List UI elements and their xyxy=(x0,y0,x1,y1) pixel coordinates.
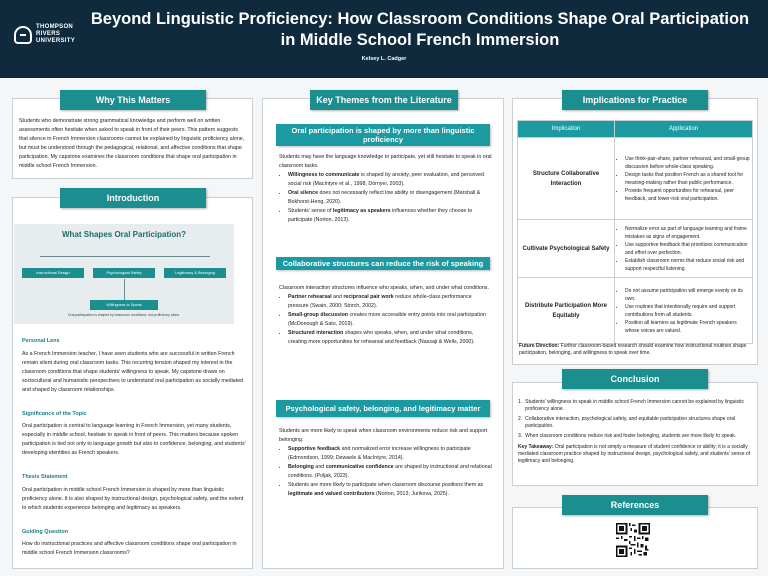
table-row xyxy=(518,278,753,344)
bullet-text: Students' sense of xyxy=(288,208,333,214)
list-item: • Establish classroom norms that reduce social risk and support respectful listening. xyxy=(625,257,750,273)
intro-heading: Introduction xyxy=(60,188,206,208)
list-item xyxy=(288,311,493,329)
poster-author: Kelsey L. Cadger xyxy=(361,56,407,62)
table-header-cell: Implication xyxy=(518,121,615,138)
bullet-text: and normalized error increase willingness to participate (Edmondson, 1999; Dewaele & MacIntyre, 2014). xyxy=(288,446,471,461)
key-takeaway-label: Key Takeaway: xyxy=(518,444,554,450)
list-item xyxy=(288,445,493,463)
theme-2-body xyxy=(279,284,493,347)
key-takeaway-text: Oral participation is not simply a measure of student confidence or ability; it is a socially mediated classroom practice shaped by instructional design, psychological safety, and students' sense of legitimacy and belonging. xyxy=(518,444,751,464)
table-row xyxy=(518,138,753,220)
list-item xyxy=(288,207,493,225)
future-direction xyxy=(519,343,755,357)
figure-chip: Instructional Design xyxy=(22,268,84,278)
logo-line: RIVERS xyxy=(36,31,61,37)
personal-lens-heading: Personal Lens xyxy=(22,338,60,344)
table-row-heading: Cultivate Psychological Safety xyxy=(518,220,615,278)
bullet-bold: reciprocal pair work xyxy=(343,294,394,300)
conclusion-item-text: Collaborative interaction, psychological safety, and equitable participation structures shape oral participation. xyxy=(525,416,736,429)
theme-1-heading: Oral participation is shaped by more than linguistic proficiency xyxy=(276,124,490,146)
bullet-bold: Small-group discussion xyxy=(288,312,349,318)
theme-3-list xyxy=(279,445,493,499)
bullet-bold: Supportive feedback xyxy=(288,446,341,452)
conclusion-body xyxy=(518,399,752,465)
bullet-text: shapes who speaks, when, and under what conditions, creating more opportunities for rehearsal and feedback (Nassaji & Wells, 2000). xyxy=(288,330,475,345)
bullet-text: Students are more likely to participate when classroom discourse positions them as xyxy=(288,482,484,488)
bullet-bold: legitimacy as speakers xyxy=(332,208,391,214)
theme-1-body xyxy=(279,153,493,225)
theme-3-body xyxy=(279,427,493,499)
bullet-text: creates more accessible entry points into oral participation (McDonough & Sato, 2019). xyxy=(288,312,486,327)
table-row-heading: Distribute Participation More Equitably xyxy=(518,278,615,344)
bullet-bold: communicative confidence xyxy=(325,464,394,470)
key-takeaway xyxy=(518,444,752,465)
significance-heading: Significance of the Topic xyxy=(22,411,87,417)
future-direction-label: Future Direction: xyxy=(519,343,560,349)
bullet-text: is shaped by anxiety, peer evaluation, and perceived social risk (MacIntyre et al., 1998; Dörnyei, 2003). xyxy=(288,172,484,187)
why-text: Students who demonstrate strong grammatical knowledge and perform well on written assessments often hesitate when asked to speak in front of their peers. This pattern suggests that silence in French Immersion classrooms cannot be explained by linguistic proficiency alone, but must be understood through the pedagogical, relational, and affective conditions that shape participation. My capstone examines the classroom conditions that shape oral participation in middle school French Immersion. xyxy=(19,118,245,169)
theme-1-list xyxy=(279,171,493,225)
conclusion-item-text: Students' willingness to speak in middle school French Immersion cannot be explained by linguistic proficiency alone. xyxy=(525,399,745,412)
list-item xyxy=(288,329,493,347)
guiding-question-heading: Guiding Question xyxy=(22,529,69,535)
figure-connector xyxy=(40,256,210,257)
figure-result: Willingness to Speak xyxy=(90,300,158,310)
theme-2-list xyxy=(279,293,493,347)
logo-line: UNIVERSITY xyxy=(36,38,76,44)
list-item xyxy=(288,293,493,311)
thesis-text: Oral participation in middle school French Immersion is shaped by more than linguistic proficiency alone. It is also shaped by instructional design, psychological safety, and the extent to which students experience belonging and legitimacy as speakers. xyxy=(22,487,244,511)
personal-lens-text: As a French Immersion teacher, I have seen students who are successful in written French remain silent during oral classroom tasks. This recurring tension shaped my interest in the classroom conditions that shape students' willingness to speak. My capstone draws on sociocultural and humanistic perspectives to understand oral participation as socially mediated and shaped by classroom relationships. xyxy=(22,351,244,393)
list-item xyxy=(288,463,493,481)
list-item: • Use routines that intentionally require and support contributions from all students. xyxy=(625,303,750,319)
list-item: • Normalize error as part of language learning and frame mistakes as signs of engagement. xyxy=(625,225,750,241)
qr-code-icon[interactable] xyxy=(616,523,650,557)
list-item: • Provide frequent opportunities for rehearsal, peer feedback, and lower-risk oral participation. xyxy=(625,187,750,203)
themes-heading: Key Themes from the Literature xyxy=(310,90,458,110)
list-item xyxy=(288,171,493,189)
theme-3-heading: Psychological safety, belonging, and legitimacy matter xyxy=(276,400,490,417)
conclusion-item-number: 2. xyxy=(518,416,523,422)
figure-chip: Psychological Safety xyxy=(93,268,155,278)
bullet-bold: Structured interaction xyxy=(288,330,344,336)
guiding-question-text: How do instructional practices and affective classroom conditions shape oral participation in middle school French Immersion classrooms? xyxy=(22,541,237,556)
theme-2-intro: Classroom interaction structures influence who speaks, when, and under what conditions. xyxy=(279,285,489,291)
figure-connector xyxy=(124,279,125,300)
bullet-text: influences whether they choose to participate (Norton, 2013). xyxy=(288,208,473,223)
figure-title: What Shapes Oral Participation? xyxy=(61,230,187,239)
thesis-heading: Thesis Statement xyxy=(22,474,68,480)
significance-text: Oral participation is central to language learning in French Immersion, yet many students, especially in middle school, hesitate to speak in front of peers. This matters because spoken participation is tied not only to language growth but also to confidence, belonging, and students' developing identities as French speakers. xyxy=(22,423,246,456)
intro-figure xyxy=(14,224,234,324)
conclusion-item xyxy=(518,399,752,413)
table-header-row xyxy=(518,121,753,138)
list-item: • Use think-pair-share, partner rehearsal, and small-group discussion before whole-class speaking. xyxy=(625,155,750,171)
list-item xyxy=(288,189,493,207)
table-header-cell: Application xyxy=(615,121,753,138)
references-heading: References xyxy=(562,495,708,515)
figure-caption: Oral participation is shaped by classroom conditions, not proficiency alone. xyxy=(67,313,181,317)
university-logo-text xyxy=(36,24,75,45)
conclusion-heading: Conclusion xyxy=(562,369,708,389)
poster-title: Beyond Linguistic Proficiency: How Classroom Conditions Shape Oral Participation in Middle School French Immersion xyxy=(90,10,750,49)
theme-1-intro: Students may have the language knowledge to participate, yet still hesitate to speak in oral classroom tasks. xyxy=(279,154,492,169)
list-item: • Design tasks that position French as a shared tool for meaning-making rather than public performance. xyxy=(625,171,750,187)
poster-header xyxy=(0,0,768,78)
bullet-text: does not necessarily reflect low ability or disengagement (Marshall & Bokhorst-Heng, 2020). xyxy=(288,190,481,205)
conclusion-item xyxy=(518,433,752,440)
table-row-heading: Structure Collaborative Interaction xyxy=(518,138,615,220)
theme-3-intro: Students are more likely to speak when classroom environments reduce risk and support belonging. xyxy=(279,428,488,443)
bullet-text: (Norton, 2013; Jurikova, 2025). xyxy=(374,491,450,497)
bullet-bold: Partner rehearsal xyxy=(288,294,332,300)
bullet-text: and xyxy=(331,294,344,300)
list-item: • Do not assume participation will emerge evenly on its own. xyxy=(625,287,750,303)
figure-chip: Legitimacy & Belonging xyxy=(164,268,226,278)
bullet-bold: legitimate and valued contributors xyxy=(288,491,375,497)
implications-heading: Implications for Practice xyxy=(562,90,708,110)
future-direction-text: Further classroom-based research should examine how instructional routines shape participation, belonging, and willingness to speak over time. xyxy=(519,343,747,356)
table-cell xyxy=(615,220,753,278)
university-logo xyxy=(14,24,75,45)
why-heading: Why This Matters xyxy=(60,90,206,110)
table-cell xyxy=(615,138,753,220)
bullet-text: are shaped by instructional and relational conditions. (Poljak, 2023). xyxy=(288,464,492,479)
logo-line: THOMPSON xyxy=(36,24,74,30)
university-logo-icon xyxy=(14,26,32,44)
bullet-bold: Willingness to communicate xyxy=(288,172,360,178)
list-item: • Position all learners as legitimate French speakers whose voices are valued. xyxy=(625,319,750,335)
conclusion-item-number: 3. xyxy=(518,433,523,439)
bullet-text: and xyxy=(313,464,326,470)
list-item: • Use supportive feedback that prioritizes communication and effort over perfection. xyxy=(625,241,750,257)
list-item xyxy=(288,481,493,499)
table-row xyxy=(518,220,753,278)
conclusion-item xyxy=(518,416,752,430)
bullet-bold: Belonging xyxy=(288,464,314,470)
implications-table xyxy=(517,120,753,344)
theme-2-heading: Collaborative structures can reduce the risk of speaking xyxy=(276,257,490,270)
bullet-bold: Oral silence xyxy=(288,190,319,196)
conclusion-item-number: 1. xyxy=(518,399,523,405)
conclusion-item-text: When classroom conditions reduce risk and foster belonging, students are more likely to speak. xyxy=(525,433,737,439)
bullet-text: reduce whole-class performance pressure (Swain, 2000; Storch, 2002). xyxy=(288,294,472,309)
table-cell xyxy=(615,278,753,344)
